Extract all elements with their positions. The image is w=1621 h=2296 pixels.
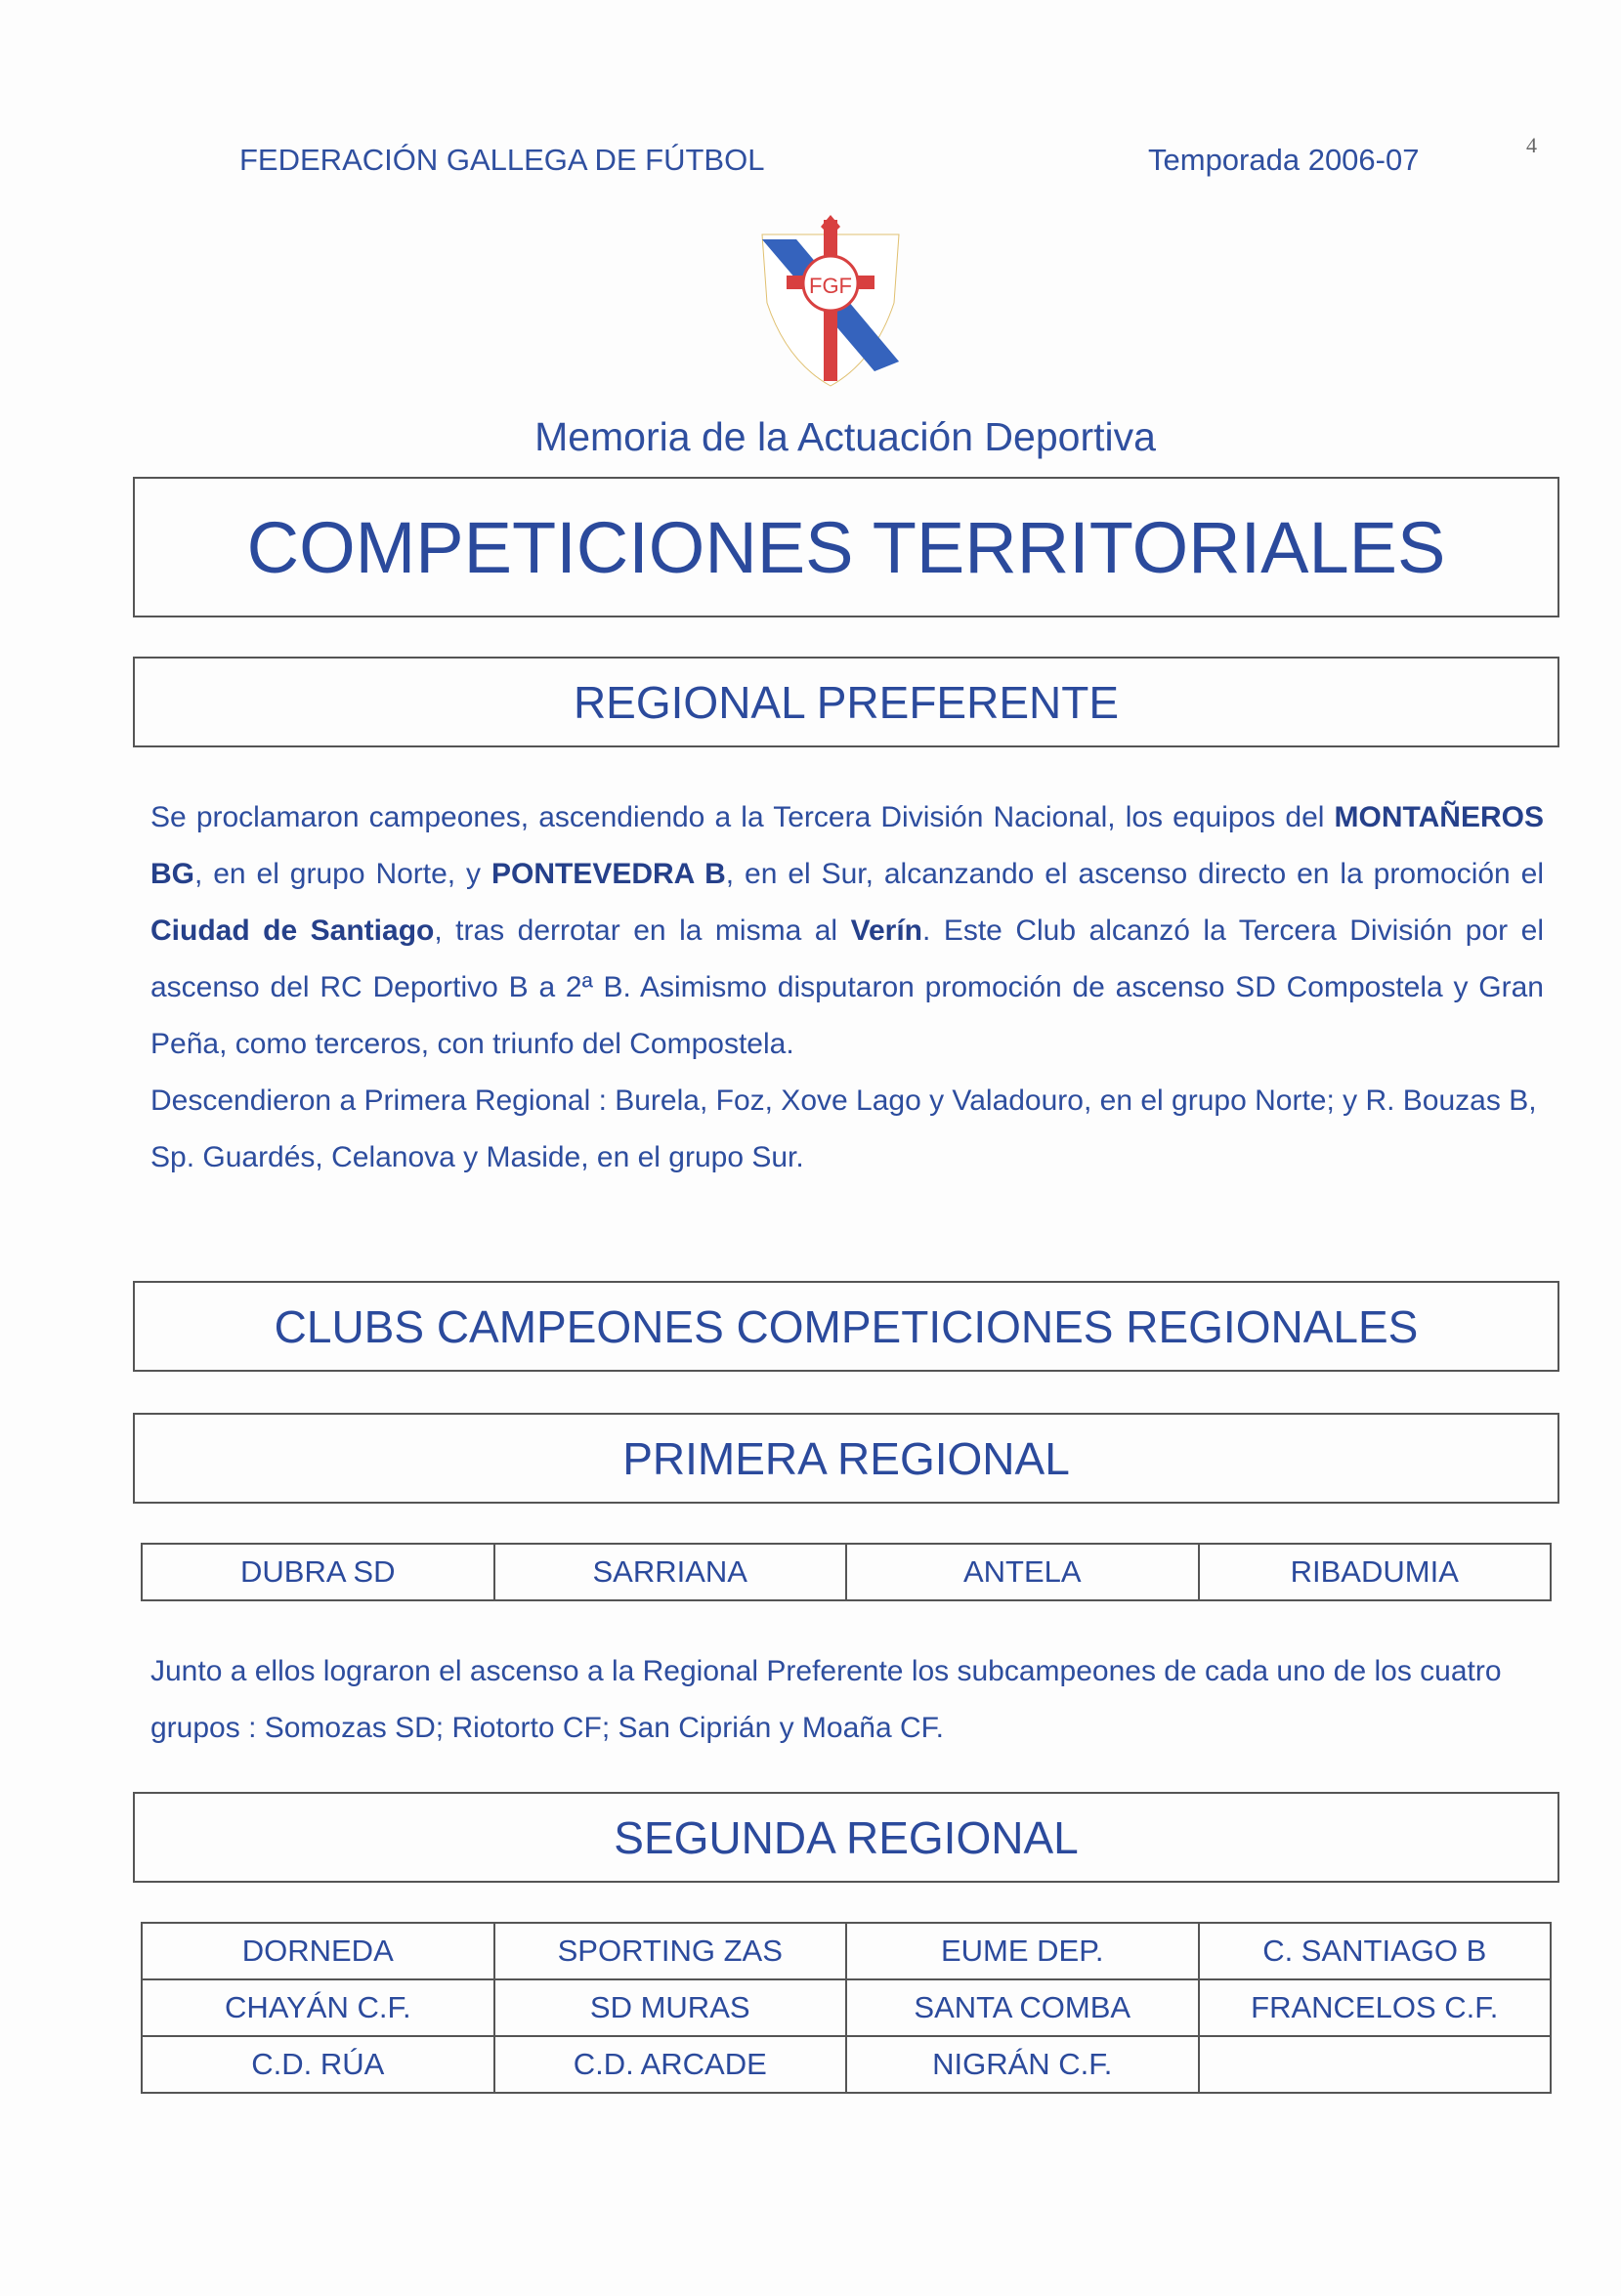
- text: . Este Club alcanzó la Tercera División por el ascenso del RC Deportivo B a 2ª B. Asimismo disputaron promoción de ascenso SD Compostela y Gran Peña, como terceros, con triunfo del Compostela.: [150, 914, 1544, 1060]
- svg-text:FGF: FGF: [809, 274, 852, 298]
- team-cell: SANTA COMBA: [846, 1979, 1199, 2036]
- team-cell: FRANCELOS C.F.: [1199, 1979, 1552, 2036]
- team-cell: EUME DEP.: [846, 1923, 1199, 1979]
- team-cell: C.D. RÚA: [142, 2036, 494, 2093]
- team-cell: C.D. ARCADE: [494, 2036, 847, 2093]
- page-number: 4: [1526, 133, 1537, 157]
- text: , en el grupo Norte, y: [194, 858, 491, 890]
- section-title-clubs-campeones: CLUBS CAMPEONES COMPETICIONES REGIONALES: [133, 1281, 1559, 1372]
- regional-preferente-paragraph: [150, 789, 1544, 1186]
- table-row: [142, 1979, 1551, 2036]
- team-cell: C. SANTIAGO B: [1199, 1923, 1552, 1979]
- empty-cell: [1199, 2036, 1552, 2093]
- relegation-paragraph: Descendieron a Primera Regional : Burela, Foz, Xove Lago y Valadouro, en el grupo Norte; y R. Bouzas B, Sp. Guardés, Celanova y Maside, en el grupo Sur.: [150, 1084, 1537, 1173]
- table-row: [142, 2036, 1551, 2093]
- team-name: Verín: [850, 914, 922, 947]
- table-row: [142, 1923, 1551, 1979]
- team-cell: SARRIANA: [494, 1544, 847, 1600]
- text: Se proclamaron campeones, ascendiendo a la Tercera División Nacional, los equipos del: [150, 801, 1335, 833]
- subtitle: Memoria de la Actuación Deportiva: [534, 414, 1156, 459]
- section-title-regional-preferente: REGIONAL PREFERENTE: [133, 657, 1559, 747]
- segunda-regional-table: [141, 1922, 1552, 2094]
- team-cell: RIBADUMIA: [1199, 1544, 1552, 1600]
- primera-regional-table: [141, 1543, 1552, 1601]
- section-title-primera-regional: PRIMERA REGIONAL: [133, 1413, 1559, 1504]
- team-name: MONTAÑEROS BG: [150, 801, 1544, 890]
- team-cell: ANTELA: [846, 1544, 1199, 1600]
- table-row: [142, 1544, 1551, 1600]
- team-cell: CHAYÁN C.F.: [142, 1979, 494, 2036]
- season-label: Temporada 2006-07: [1148, 143, 1420, 177]
- federation-name: FEDERACIÓN GALLEGA DE FÚTBOL: [239, 143, 765, 177]
- primera-note: Junto a ellos lograron el ascenso a la Regional Preferente los subcampeones de cada uno de los cuatro grupos : Somozas SD; Riotorto CF; San Ciprián y Moaña CF.: [150, 1655, 1502, 1744]
- team-name: PONTEVEDRA B: [491, 858, 726, 890]
- team-cell: DORNEDA: [142, 1923, 494, 1979]
- team-cell: DUBRA SD: [142, 1544, 494, 1600]
- main-title: COMPETICIONES TERRITORIALES: [133, 477, 1559, 617]
- team-name: Ciudad de Santiago: [150, 914, 435, 947]
- text: , tras derrotar en la misma al: [434, 914, 851, 947]
- fgf-logo: [757, 215, 904, 391]
- text: , en el Sur, alcanzando el ascenso directo en la promoción el: [725, 858, 1544, 890]
- team-cell: SPORTING ZAS: [494, 1923, 847, 1979]
- team-cell: NIGRÁN C.F.: [846, 2036, 1199, 2093]
- team-cell: SD MURAS: [494, 1979, 847, 2036]
- section-title-segunda-regional: SEGUNDA REGIONAL: [133, 1792, 1559, 1883]
